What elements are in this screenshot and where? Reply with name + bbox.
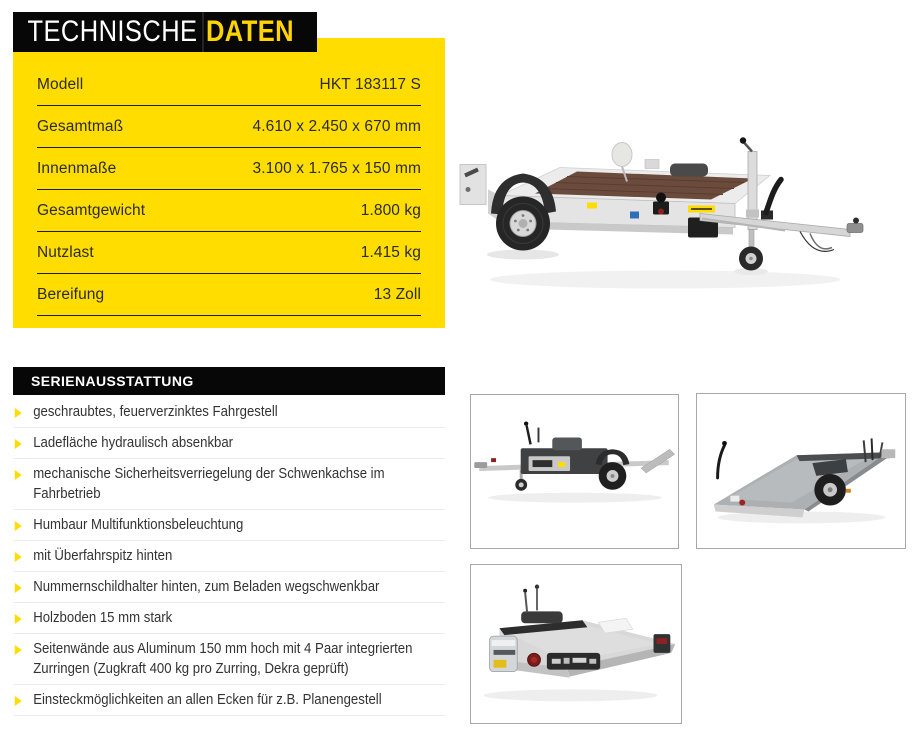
main-product-photo-trailer-side-view [455, 115, 917, 325]
play-triangle-icon [15, 439, 22, 449]
feature-item [13, 541, 445, 572]
spec-value: 1.800 kg [360, 201, 421, 219]
spec-label: Bereifung [37, 285, 105, 303]
spec-value: 13 Zoll [373, 285, 421, 303]
spec-label: Gesamtgewicht [37, 201, 146, 219]
play-triangle-icon [15, 470, 22, 480]
play-triangle-icon [15, 408, 22, 418]
thumbnail-photo-travel-position [470, 394, 679, 549]
feature-text: Einsteckmöglichkeiten an allen Ecken für z.B. Planengestell [33, 691, 382, 708]
humbaur-logo-sticker [688, 206, 715, 213]
spec-label: Modell [37, 75, 84, 93]
spec-row-nutzlast [37, 232, 421, 274]
thumbnail-photo-lowered-front-view [696, 393, 906, 549]
features-list [13, 397, 445, 716]
feature-text: mechanische Sicherheitsverriegelung der Schwenkachse im Fahrbetrieb [33, 465, 385, 502]
play-triangle-icon [15, 583, 22, 593]
page-title-main: TECHNISCHE [27, 15, 198, 48]
spec-row-bereifung [37, 274, 421, 316]
feature-item [13, 397, 445, 428]
play-triangle-icon [15, 521, 22, 531]
feature-text: mit Überfahrspitz hinten [33, 547, 173, 564]
feature-item [13, 428, 445, 459]
feature-item [13, 510, 445, 541]
feature-text: geschraubtes, feuerverzinktes Fahrgestell [33, 403, 278, 420]
thumbnail-photo-lowered-rear-view [470, 564, 682, 724]
spec-value: 4.610 x 2.450 x 670 mm [252, 117, 421, 135]
thumb1-illustration [474, 421, 674, 502]
spec-row-innenmasse [37, 148, 421, 190]
rear-end-plate [460, 165, 486, 205]
far-fender [670, 164, 708, 177]
jockey-wheel [739, 230, 763, 271]
play-triangle-icon [15, 552, 22, 562]
page-title [13, 12, 294, 52]
thumb3-illustration [484, 585, 676, 702]
spec-label: Innenmaße [37, 159, 117, 177]
feature-text: Humbaur Multifunktionsbeleuchtung [33, 516, 244, 533]
spec-value: HKT 183117 S [319, 75, 421, 93]
feature-item [13, 572, 445, 603]
trailer-illustration [460, 137, 863, 288]
spec-row-modell [37, 64, 421, 106]
play-triangle-icon [15, 614, 22, 624]
handbrake-lever [761, 180, 781, 220]
features-header-bar: SERIENAUSSTATTUNG [13, 367, 445, 395]
spec-row-gesamtmass [37, 106, 421, 148]
spec-table [37, 64, 421, 316]
feature-text: Holzboden 15 mm stark [33, 609, 173, 626]
spec-row-gesamtgewicht [37, 190, 421, 232]
feature-text: Ladefläche hydraulisch absenkbar [33, 434, 234, 451]
spec-label: Gesamtmaß [37, 117, 124, 135]
spec-value: 1.415 kg [360, 243, 421, 261]
warning-sticker [587, 203, 597, 209]
spec-value: 3.100 x 1.765 x 150 mm [252, 159, 421, 177]
technical-data-header-bar [13, 12, 317, 52]
feature-item [13, 634, 445, 685]
feature-text: Seitenwände aus Aluminum 150 mm hoch mit 4 Paar integrierten Zurringen (Zugkraft 400 kg pro Zurring, Dekra geprüft) [33, 640, 413, 677]
play-triangle-icon [15, 696, 22, 706]
spec-label: Nutzlast [37, 243, 94, 261]
page-title-accent: DATEN [205, 15, 295, 48]
feature-item [13, 685, 445, 716]
feature-item [13, 603, 445, 634]
feature-item [13, 459, 445, 510]
thumb2-illustration [714, 438, 896, 523]
blue-sticker [630, 212, 639, 219]
play-triangle-icon [15, 645, 22, 655]
spec-table-panel [13, 38, 445, 328]
feature-text: Nummernschildhalter hinten, zum Beladen wegschwenkbar [33, 578, 380, 595]
